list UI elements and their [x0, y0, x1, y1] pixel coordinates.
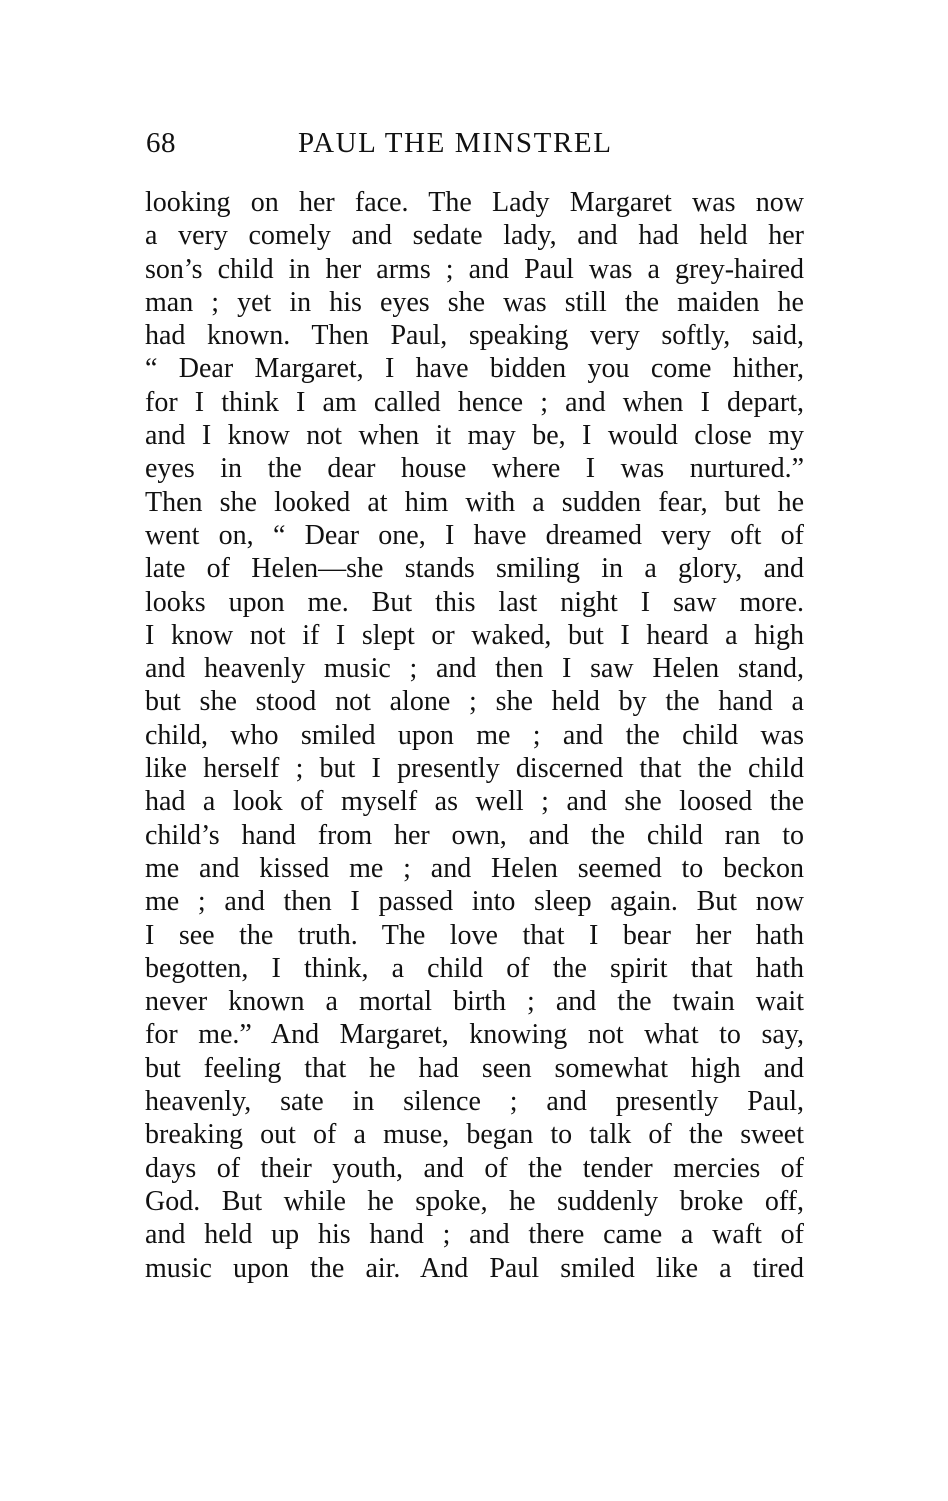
text-line: went on, “ Dear one, I have dreamed very oft of: [145, 519, 804, 551]
text-line: for I think I am called hence ; and when I depart,: [145, 386, 804, 418]
text-line: me ; and then I passed into sleep again. But now: [145, 886, 804, 918]
body-text: [145, 186, 804, 1285]
text-line: had a look of myself as well ; and she loosed the: [145, 786, 804, 818]
text-line: child’s hand from her own, and the child ran to: [145, 819, 804, 851]
text-line: eyes in the dear house where I was nurtured.”: [145, 453, 804, 485]
page-number: 68: [146, 127, 176, 159]
text-line: man ; yet in his eyes she was still the maiden he: [145, 286, 804, 318]
page-header: [146, 127, 806, 167]
text-line: and I know not when it may be, I would close my: [145, 420, 804, 452]
text-line: days of their youth, and of the tender mercies of: [145, 1152, 804, 1184]
text-line: I know not if I slept or waked, but I heard a high: [145, 619, 804, 651]
text-line: looks upon me. But this last night I saw more.: [145, 586, 804, 618]
text-line: a very comely and sedate lady, and had held her: [145, 220, 804, 252]
text-line: breaking out of a muse, began to talk of the sweet: [145, 1119, 804, 1151]
text-line: I see the truth. The love that I bear her hath: [145, 919, 804, 951]
text-line: like herself ; but I presently discerned that the child: [145, 753, 804, 785]
text-line: music upon the air. And Paul smiled like a tired: [145, 1252, 804, 1284]
text-line: heavenly, sate in silence ; and presently Paul,: [145, 1086, 804, 1118]
text-line: son’s child in her arms ; and Paul was a grey-haired: [145, 253, 804, 285]
text-line: God. But while he spoke, he suddenly broke off,: [145, 1185, 804, 1217]
text-line: for me.” And Margaret, knowing not what to say,: [145, 1019, 804, 1051]
text-line: “ Dear Margaret, I have bidden you come hither,: [145, 353, 804, 385]
text-line: and heavenly music ; and then I saw Helen stand,: [145, 653, 804, 685]
text-line: looking on her face. The Lady Margaret was now: [145, 187, 804, 218]
running-title: PAUL THE MINSTREL: [298, 127, 613, 159]
text-line: Then she looked at him with a sudden fear, but he: [145, 486, 804, 518]
text-line: had known. Then Paul, speaking very softly, said,: [145, 320, 804, 352]
text-line: but feeling that he had seen somewhat high and: [145, 1052, 804, 1084]
text-line: me and kissed me ; and Helen seemed to beckon: [145, 852, 804, 884]
text-line: late of Helen—she stands smiling in a glory, and: [145, 553, 804, 585]
text-line: and held up his hand ; and there came a waft of: [145, 1219, 804, 1251]
text-line: child, who smiled upon me ; and the child was: [145, 719, 804, 751]
text-line: but she stood not alone ; she held by the hand a: [145, 686, 804, 718]
text-line: begotten, I think, a child of the spirit that hath: [145, 952, 804, 984]
text-line: never known a mortal birth ; and the twain wait: [145, 986, 804, 1018]
